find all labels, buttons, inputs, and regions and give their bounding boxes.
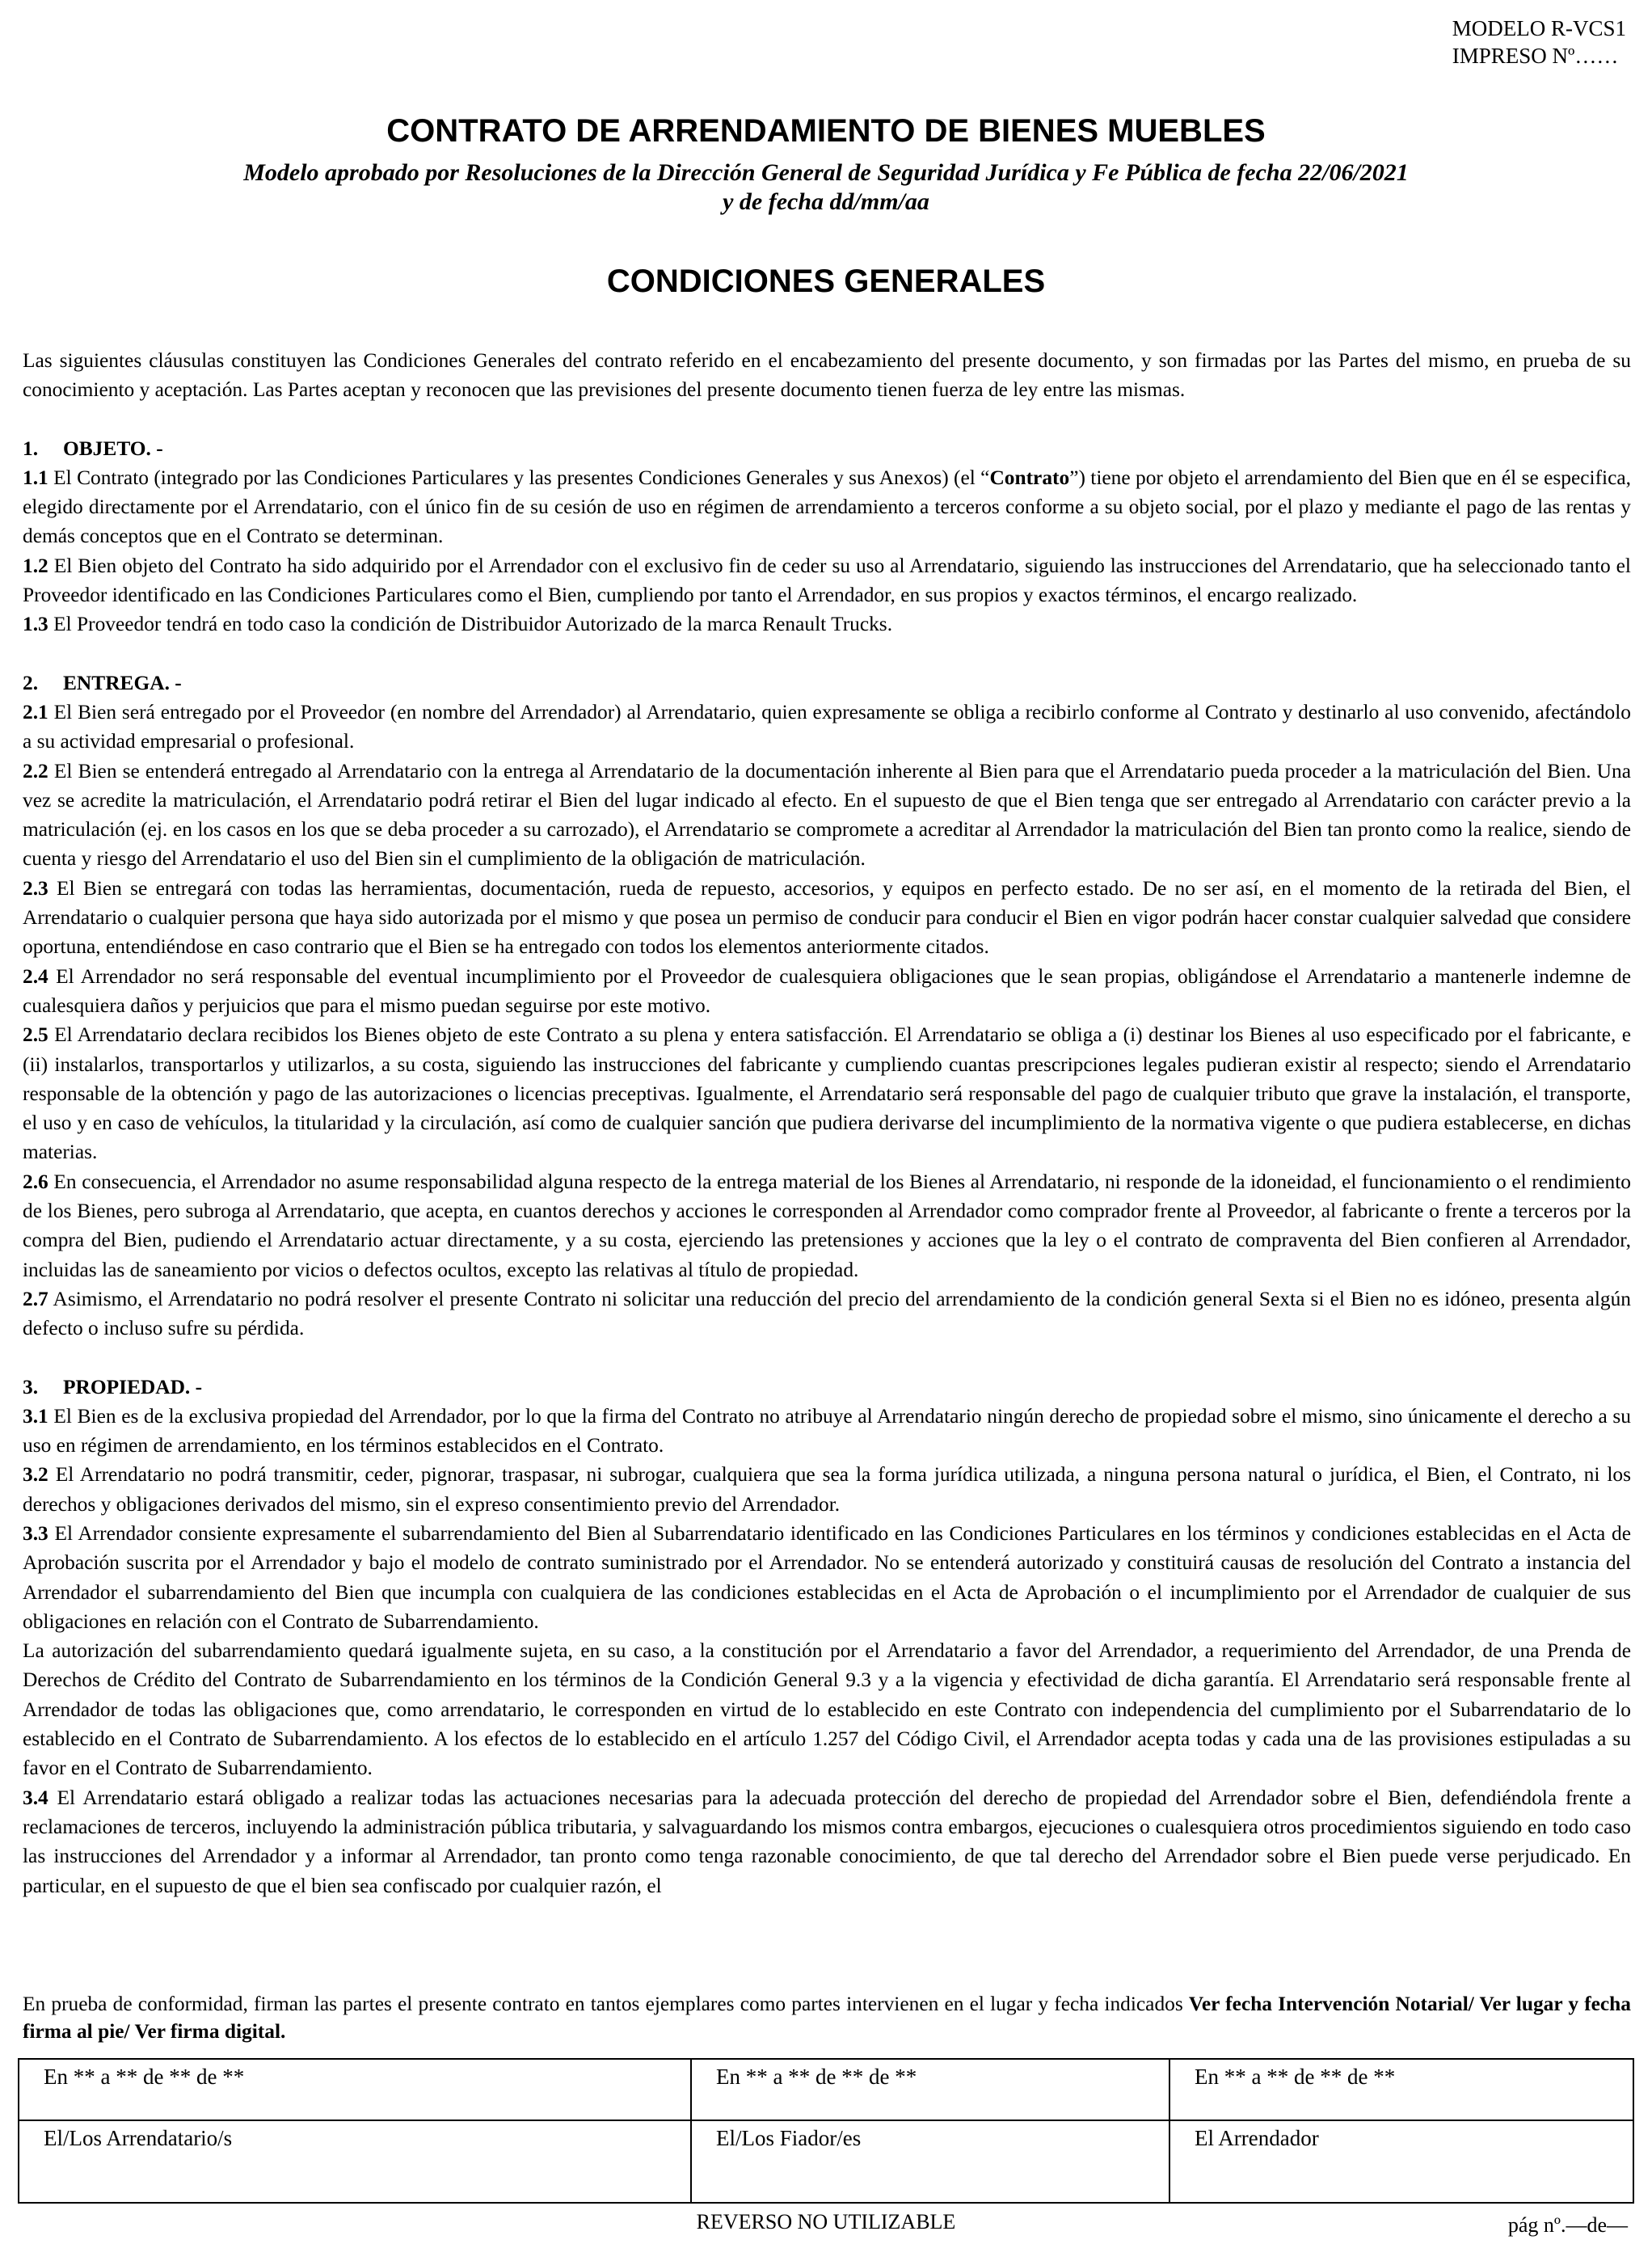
clause-number: 2.3	[23, 876, 48, 900]
section-number: 2.	[23, 671, 39, 694]
clause-text: El Arrendatario declara recibidos los Bienes objeto de este Contrato a su plena y entera satisfacción. El Arrendatario se obliga a (i) destinar los Bienes al uso especificado por el fabricante, e (ii) instalarlos, transportarlos y utilizarlos, a su costa, siguiendo las instrucciones del fabricante y cumpliendo cuantas prescripciones legales pudieran existir al respecto; siendo el Arrendatario responsable de la obtención y pago de las autorizaciones o licencias preceptivas. Igualmente, el Arrendatario será responsable del pago de cualquier tributo que grave la instalación, el transporte, el uso y en caso de vehículos, la titularidad y la circulación, así como de cualquier sanción que pudiera derivarse del incumplimiento de la normativa vigente o que pudiera establecerse, en dichas materias.	[23, 1023, 1631, 1164]
clause-number: 3.1	[23, 1404, 48, 1428]
clause-3-3	[23, 1519, 1631, 1636]
clause-number: 2.6	[23, 1170, 48, 1193]
signature-date-cell: En ** a ** de ** de **	[1169, 2059, 1633, 2120]
clause-number: 2.1	[23, 700, 48, 723]
document-title: CONTRATO DE ARRENDAMIENTO DE BIENES MUEBLES	[386, 113, 1266, 149]
section-heading-propiedad	[23, 1373, 1631, 1402]
section-heading-entrega	[23, 669, 1631, 698]
section-title: ENTREGA. -	[63, 671, 182, 694]
clause-1-2	[23, 551, 1631, 610]
clause-number: 1.2	[23, 554, 48, 577]
clause-text: El Arrendatario no podrá transmitir, ceder, pignorar, traspasar, ni subrogar, cualquiera que sea la forma jurídica utilizada, a ninguna persona natural o jurídica, el Bien, el Contrato, ni los derechos y obligaciones derivados del mismo, sin el expreso consentimiento previo del Arrendador.	[23, 1463, 1631, 1516]
signature-date-row	[19, 2059, 1633, 2120]
clause-text: ”) tiene por objeto el arrendamiento del Bien que en él se especifica, elegido directamente por el Arrendatario, con el único fin de su cesión de uso en régimen de arrendamiento a terceros conforme a su objeto social, por el plazo y mediante el pago de las rentas y demás conceptos que en el Contrato se determinan.	[23, 466, 1631, 548]
model-reference	[1452, 15, 1626, 70]
clause-text: El Proveedor tendrá en todo caso la condición de Distribuidor Autorizado de la marca Renault Trucks.	[53, 613, 893, 636]
closing-text: En prueba de conformidad, firman las partes el presente contrato en tantos ejemplares como partes intervienen en el lugar y fecha indicados	[23, 1993, 1189, 2015]
printed-number: IMPRESO Nº……	[1452, 44, 1619, 68]
contract-body	[23, 346, 1631, 1900]
clause-number: 1.1	[23, 466, 48, 489]
signature-party-arrendador: El Arrendador	[1169, 2120, 1633, 2203]
defined-term-contrato: Contrato	[989, 466, 1070, 489]
clause-number: 2.7	[23, 1287, 48, 1310]
clause-text: Asimismo, el Arrendatario no podrá resolver el presente Contrato ni solicitar una reducción del precio del arrendamiento de la condición general Sexta si el Bien no es idóneo, presenta algún defecto o incluso sufre su pérdida.	[23, 1287, 1631, 1340]
clause-number: 2.4	[23, 964, 48, 988]
clause-text: El Bien será entregado por el Proveedor (en nombre del Arrendador) al Arrendatario, quien expresamente se obliga a recibirlo conforme al Contrato y destinarlo al uso convenido, afectándolo a su actividad empresarial o profesional.	[23, 700, 1631, 753]
model-code: MODELO R-VCS1	[1452, 16, 1626, 40]
clause-text: El Arrendador consiente expresamente el subarrendamiento del Bien al Subarrendatario identificado en las Condiciones Particulares en los términos y condiciones establecidas en el Acta de Aprobación suscrita por el Arrendador y bajo el modelo de contrato suministrado por el Arrendador. No se entenderá autorizado y constituirá causas de resolución del Contrato a instancia del Arrendador el subarrendamiento del Bien que incumpla con cualquiera de las condiciones establecidas en el Acta de Aprobación o el incumplimiento por el Arrendador de cualquier de sus obligaciones en relación con el Contrato de Subarrendamiento.	[23, 1521, 1631, 1633]
section-number: 3.	[23, 1375, 39, 1398]
section-title: OBJETO. -	[63, 437, 163, 460]
clause-number: 3.3	[23, 1521, 48, 1545]
clause-3-3-continued: La autorización del subarrendamiento quedará igualmente sujeta, en su caso, a la constitución por el Arrendatario a favor del Arrendador, a requerimiento del Arrendador, de una Prenda de Derechos de Crédito del Contrato de Subarrendamiento en los términos de la Condición General 9.3 y a la vigencia y efectividad de dicha garantía. El Arrendatario será responsable frente al Arrendador de todas las obligaciones que, como arrendatario, le corresponden en virtud de lo establecido en este Contrato con independencia del cumplimiento por el Subarrendatario de lo establecido en el Contrato de Subarrendamiento. A los efectos de lo establecido en el artículo 1.257 del Código Civil, el Arrendador acepta todas y cada una de las provisiones estipuladas a su favor en el Contrato de Subarrendamiento.	[23, 1639, 1631, 1780]
document-subtitle	[0, 158, 1652, 217]
section-title: PROPIEDAD. -	[63, 1375, 203, 1398]
signature-party-fiador: El/Los Fiador/es	[691, 2120, 1169, 2203]
general-conditions-title: CONDICIONES GENERALES	[606, 264, 1046, 299]
closing-statement	[23, 1990, 1631, 2045]
clause-number: 3.4	[23, 1786, 48, 1809]
clause-1-3	[23, 610, 1631, 639]
subtitle-line-2: y de fecha dd/mm/aa	[723, 188, 929, 215]
clause-number: 2.5	[23, 1023, 48, 1047]
clause-2-4	[23, 962, 1631, 1021]
reverse-notice: REVERSO NO UTILIZABLE	[696, 2210, 956, 2233]
clause-number: 2.2	[23, 759, 48, 782]
clause-text: El Arrendador no será responsable del eventual incumplimiento por el Proveedor de cualesquiera obligaciones que le sean propias, obligándose el Arrendatario a mantenerle indemne de cualesquiera daños y perjuicios que para el mismo puedan seguirse por este motivo.	[23, 964, 1631, 1017]
clause-2-2	[23, 757, 1631, 874]
clause-1-1	[23, 463, 1631, 551]
clause-number: 3.2	[23, 1463, 48, 1487]
clause-3-2	[23, 1460, 1631, 1519]
clause-3-1	[23, 1402, 1631, 1461]
clause-text: El Contrato (integrado por las Condiciones Particulares y las presentes Condiciones Generales y sus Anexos) (el “	[53, 466, 990, 489]
clause-2-3	[23, 874, 1631, 962]
clause-text: El Bien se entenderá entregado al Arrendatario con la entrega al Arrendatario de la documentación inherente al Bien para que el Arrendatario pueda proceder a la matriculación del Bien. Una vez se acredite la matriculación, el Arrendatario podrá retirar el Bien del lugar indicado al efecto. En el supuesto de que el Bien tenga que ser entregado al Arrendatario con carácter previo a la matriculación (ej. en los casos en los que se deba proceder a su carrozado), el Arrendatario se compromete a acreditar al Arrendador la matriculación del Bien tan pronto como la realice, siendo de cuenta y riesgo del Arrendatario el uso del Bien sin el cumplimiento de la obligación de matriculación.	[23, 759, 1631, 871]
clause-text: En consecuencia, el Arrendador no asume responsabilidad alguna respecto de la entrega material de los Bienes al Arrendatario, ni responde de la idoneidad, el funcionamiento o el rendimiento de los Bienes, pero subroga al Arrendatario, que acepta, en cuantos derechos y acciones le corresponden al Arrendador como comprador frente al Proveedor, al fabricante o frente a terceros por la compra del Bien, pudiendo el Arrendatario actuar directamente, y a su costa, ejerciendo las pretensiones y acciones que la ley o el contrato de compraventa del Bien confieren al Arrendador, incluidas las de saneamiento por vicios o defectos ocultos, excepto las relativas al título de propiedad.	[23, 1170, 1631, 1281]
clause-2-7	[23, 1284, 1631, 1343]
signature-party-row	[19, 2120, 1633, 2203]
clause-number: 1.3	[23, 613, 48, 636]
clause-2-1	[23, 698, 1631, 757]
signature-table	[18, 2058, 1634, 2204]
clause-2-6	[23, 1167, 1631, 1284]
section-heading-objeto	[23, 434, 1631, 463]
page-number: pág nº.—de—	[1507, 2213, 1628, 2237]
clause-2-5	[23, 1020, 1631, 1166]
clause-text: El Bien es de la exclusiva propiedad del Arrendador, por lo que la firma del Contrato no atribuye al Arrendatario ningún derecho de propiedad sobre el mismo, sino únicamente el derecho a su uso en régimen de arrendamiento, en los términos establecidos en el Contrato.	[23, 1404, 1631, 1457]
signature-date-cell: En ** a ** de ** de **	[19, 2059, 691, 2120]
signature-date-cell: En ** a ** de ** de **	[691, 2059, 1169, 2120]
intro-paragraph: Las siguientes cláusulas constituyen las Condiciones Generales del contrato referido en el encabezamiento del presente documento, y son firmadas por las Partes del mismo, en prueba de su conocimiento y aceptación. Las Partes aceptan y reconocen que las previsiones del presente documento tienen fuerza de ley entre las mismas.	[23, 349, 1631, 402]
signature-party-arrendatario: El/Los Arrendatario/s	[19, 2120, 691, 2203]
clause-text: El Arrendatario estará obligado a realizar todas las actuaciones necesarias para la adecuada protección del derecho de propiedad del Arrendador sobre el Bien, defendiéndola frente a reclamaciones de terceros, incluyendo la administración pública tributaria, y salvaguardando los mismos contra embargos, ejecuciones o cualesquiera otros procedimientos siguiendo en todo caso las instrucciones del Arrendador y a informar al Arrendador, tan pronto como tenga razonable conocimiento, de que tal derecho del Arrendador sobre el Bien puede verse perjudicado. En particular, en el supuesto de que el bien sea confiscado por cualquier razón, el	[23, 1786, 1631, 1897]
closing-bold-text: Ver fecha Intervención Notarial/ Ver lugar y fecha firma al pie/ Ver firma digital.	[23, 1993, 1632, 2043]
section-number: 1.	[23, 437, 39, 460]
clause-text: El Bien se entregará con todas las herramientas, documentación, rueda de repuesto, accesorios, y equipos en perfecto estado. De no ser así, en el momento de la retirada del Bien, el Arrendatario o cualquier persona que haya sido autorizada por el mismo y que posea un permiso de conducir para conducir el Bien en vigor podrán hacer constar cualquier salvedad que considere oportuna, entendiéndose en caso contrario que el Bien se ha entregado con todos los elementos anteriormente citados.	[23, 876, 1631, 959]
subtitle-line-1: Modelo aprobado por Resoluciones de la Dirección General de Seguridad Jurídica y Fe Pública de fecha 22/06/2021	[243, 159, 1409, 186]
clause-text: El Bien objeto del Contrato ha sido adquirido por el Arrendador con el exclusivo fin de ceder su uso al Arrendatario, siguiendo las instrucciones del Arrendatario, que ha seleccionado tanto el Proveedor identificado en las Condiciones Particulares como el Bien, cumpliendo por tanto el Arrendador, en sus propios y exactos términos, el encargo realizado.	[23, 554, 1631, 607]
clause-3-4	[23, 1783, 1631, 1900]
